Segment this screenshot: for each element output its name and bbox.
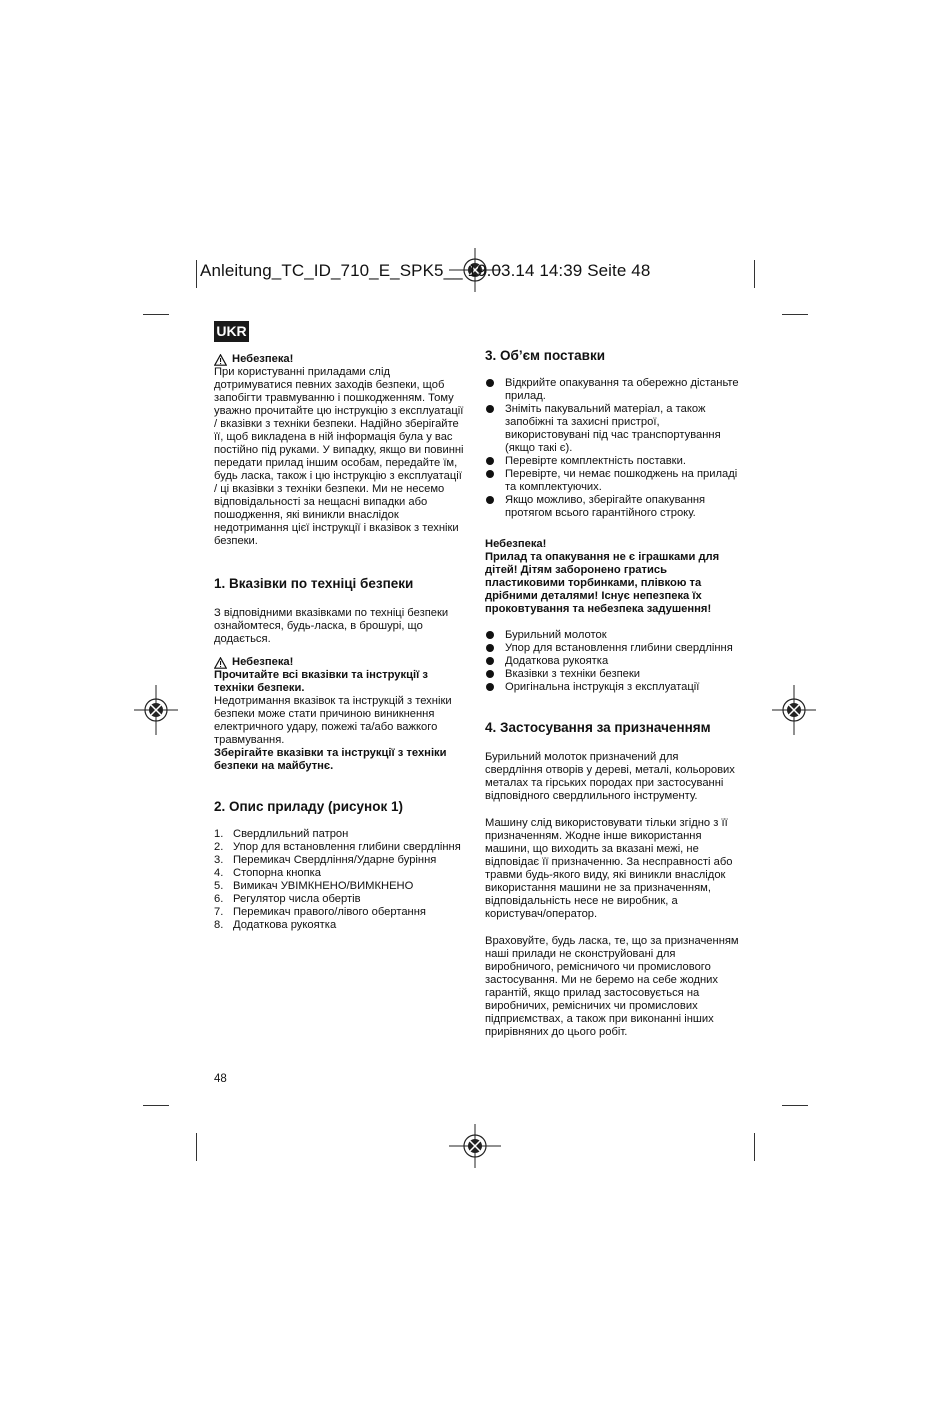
danger-text: Прилад та опакування не є іграшками для дітей! Дітям заборонено гратись пластиковими торбинками, плівкою та дрібними деталями! Існує непезпека їх проковтування та небезпека задушення! [485, 551, 720, 615]
warning-triangle-icon [214, 657, 227, 669]
intended-use-paragraph: Враховуйте, будь ласка, те, що за призначенням наші прилади не сконструйовані для виробничого, ремісничого чи промислового застосування. Ми не беремо на себе жодних гарантій, якщо прилад застосовується на виробничих, ремісничих чи промислових підприємствах, а також при виконанні інших прирівняних до цього робіт. [485, 935, 739, 1038]
delivery-contents-list [485, 629, 739, 694]
list-item: Оригінальна інструкція з експлуатації [485, 681, 739, 694]
list-item: Вказівки з техніки безпеки [485, 668, 739, 681]
warning-bold-text: Прочитайте всі вказівки та інструкції з техніки безпеки. [214, 669, 428, 694]
list-item: 3. Перемикач Свердління/Ударне буріння [214, 854, 437, 866]
bullet-dot-icon [486, 683, 494, 691]
list-item: Бурильний молоток [485, 629, 739, 642]
crop-mark [196, 1133, 197, 1161]
language-badge: UKR [214, 321, 249, 342]
list-item: Відкрийте опакування та обережно дістаньте прилад. [485, 377, 739, 403]
intro-paragraph: При користуванні приладами слід дотримуватися певних заходів безпеки, щоб запобігти травмуванню і пошкодженням. Тому уважно прочитайте цю інструкцію з експлуатації / вказівки з техніки безпеки. Надійно зберігайте її, щоб викладена в ній інформація була у вас постійно під руками. У випадку, якщо ви повинні передати прилад іншим особам, передайте їм, будь ласка, також і цю інструкцію з експлуатації / ці вказівки з техніки безпеки. Ми не несемо відповідальності за нещасні випадки або пошодження, які виникли внаслідок недотримання цієї інструкції і вказівок з техніки безпеки. [214, 366, 464, 547]
list-item: Перевірте, чи немає пошкоджень на приладі та комплектуючих. [485, 468, 739, 494]
bullet-dot-icon [486, 631, 494, 639]
registration-mark-icon [449, 1124, 501, 1168]
warning-heading [214, 353, 468, 366]
bullet-dot-icon [486, 670, 494, 678]
intended-use-paragraph: Бурильний молоток призначений для свердління отворів у дереві, металі, кольорових металах та гірських породах при застосуванні відповідного свердлильного інструменту. [485, 751, 735, 802]
crop-mark [782, 314, 808, 315]
left-column [214, 353, 468, 932]
list-item: 2. Упор для встановлення глибини свердління [214, 841, 461, 853]
crop-mark [782, 1105, 808, 1106]
list-item: 4. Стопорна кнопка [214, 867, 322, 879]
bullet-dot-icon [486, 496, 494, 504]
list-item: Якщо можливо, зберігайте опакування протягом всього гарантійного строку. [485, 494, 739, 520]
bullet-dot-icon [486, 405, 494, 413]
warning-text: Недотримання вказівок та інструкцій з техніки безпеки може стати причиною виникнення електричного удару, пожежі та/або важкого травмування. [214, 695, 452, 746]
list-item: 5. Вимикач УВІМКНЕНО/ВИМКНЕНО [214, 880, 414, 892]
registration-mark-icon [772, 685, 816, 735]
safety-paragraph: З відповідними вказівками по техніці безпеки ознайомтеся, будь-ласка, в брошурі, що додається. [214, 607, 449, 645]
warning-title: Небезпека! [232, 353, 294, 365]
list-item: 7. Перемикач правого/лівого обертання [214, 906, 426, 918]
list-item: 6. Регулятор числа обертів [214, 893, 361, 905]
bullet-dot-icon [486, 379, 494, 387]
bullet-dot-icon [486, 457, 494, 465]
bullet-dot-icon [486, 470, 494, 478]
parts-list [214, 828, 468, 932]
list-item: Упор для встановлення глибини свердління [485, 642, 739, 655]
crop-mark [196, 260, 197, 288]
list-item: Зніміть пакувальний матеріал, а також запобіжні та захисні пристрої, використовувані під час транспортування (якщо такі є). [485, 403, 739, 455]
list-item: 1. Свердлильний патрон [214, 828, 349, 840]
print-slug-header: Anleitung_TC_ID_710_E_SPK5__ 19.03.14 14:39 Seite 48 [200, 261, 651, 280]
intended-use-paragraph: Машину слід використовувати тільки згідно з її призначенням. Жодне інше використання машини, що виходить за вказані межі, не відповідає її призначенню. За несправності або травми будь-якого виду, які виникли внаслідок використання машини не за призначенням, відповідальність несе не виробник, а користувач/оператор. [485, 817, 733, 920]
bullet-dot-icon [486, 657, 494, 665]
delivery-steps-list [485, 377, 739, 520]
warning-triangle-icon [214, 354, 227, 366]
section-heading-safety: 1. Вказівки по техніці безпеки [214, 576, 414, 591]
page-number: 48 [214, 1073, 227, 1085]
bullet-dot-icon [486, 644, 494, 652]
crop-mark [754, 1133, 755, 1161]
list-item: 8. Додаткова рукоятка [214, 919, 337, 931]
section-heading-intended-use: 4. Застосування за призначенням [485, 720, 711, 735]
registration-mark-icon [134, 685, 178, 735]
warning-heading [214, 656, 468, 669]
list-item: Перевірте комплектність поставки. [485, 455, 739, 468]
warning-bold-text: Зберігайте вказівки та інструкції з техніки безпеки на майбутнє. [214, 747, 447, 772]
crop-mark [143, 1105, 169, 1106]
crop-mark [754, 260, 755, 288]
list-item: Додаткова рукоятка [485, 655, 739, 668]
section-heading-description: 2. Опис приладу (рисунок 1) [214, 799, 403, 814]
danger-title: Небезпека! [485, 538, 547, 550]
crop-mark [143, 314, 169, 315]
section-heading-delivery: 3. Об’єм поставки [485, 348, 605, 363]
warning-title: Небезпека! [232, 656, 294, 668]
right-column [485, 348, 739, 1039]
